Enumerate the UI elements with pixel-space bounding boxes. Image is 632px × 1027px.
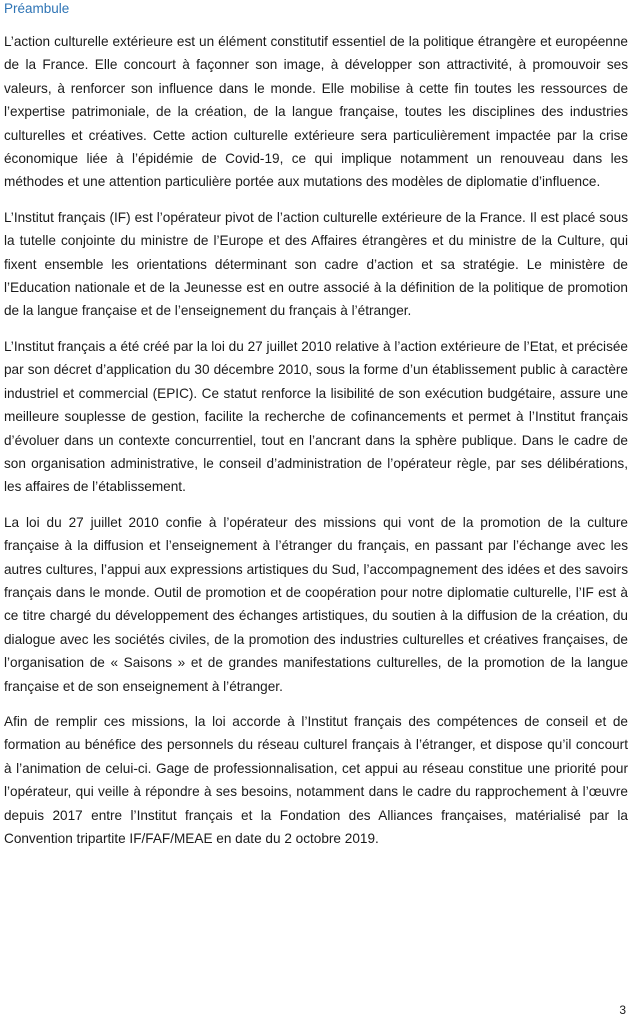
paragraph-4: La loi du 27 juillet 2010 confie à l’opérateur des missions qui vont de la promotion de la culture française à la diffusion et l’enseignement à l’étranger du français, en passant par l’échange avec les autres cultures, l’appui aux expressions artistiques du Sud, l’accompagnement des idées et des savoirs français dans le monde. Outil de promotion et de coopération pour notre diplomatie culturelle, l’IF est à ce titre chargé du développement des échanges artistiques, du soutien à la diffusion de la création, du dialogue avec les sociétés civiles, de la promotion des industries culturelles et créatives françaises, de l’organisation de « Saisons » et de grandes manifestations culturelles, de la promotion de la langue française et de son enseignement à l’étranger. [4, 514, 628, 694]
page-number: 3 [619, 1003, 626, 1017]
paragraph-5: Afin de remplir ces missions, la loi accorde à l’Institut français des compétences de conseil et de formation au bénéfice des personnels du réseau culturel français à l’étranger, et dispose qu’il concourt à l’animation de celui-ci. Gage de professionnalisation, cet appui au réseau constitue une priorité pour l’opérateur, qui veille à répondre à ses besoins, notamment dans le cadre du rapprochement à l’œuvre depuis 2017 entre l’Institut français et la Fondation des Alliances françaises, matérialisé par la Convention tripartite IF/FAF/MEAE en date du 2 octobre 2019. [4, 713, 628, 846]
paragraph-2: L’Institut français (IF) est l’opérateur pivot de l’action culturelle extérieure de la France. Il est placé sous la tutelle conjointe du ministre de l’Europe et des Affaires étrangères et du ministre de la Culture, qui fixent ensemble les orientations déterminant son cadre d’action et sa stratégie. Le ministère de l’Education nationale et de la Jeunesse est en outre associé à la définition de la politique de promotion de la langue française et de l’enseignement du français à l’étranger. [4, 209, 628, 319]
section-title: Préambule [4, 1, 70, 16]
paragraph-1: L’action culturelle extérieure est un élément constitutif essentiel de la politique étrangère et européenne de la France. Elle concourt à façonner son image, à développer son attractivité, à promouvoir ses valeurs, à renforcer son influence dans le monde. Elle mobilise à cette fin toutes les ressources de l’expertise patrimoniale, de la création, de la langue française, toutes les disciplines des industries culturelles et créatives. Cette action culturelle extérieure sera particulièrement impactée par la crise économique liée à l’épidémie de Covid-19, ce qui implique notamment un renouveau dans les méthodes et une attention particulière portée aux mutations des modèles de diplomatie d’influence. [4, 34, 628, 190]
body-text [4, 30, 628, 862]
paragraph-3: L’Institut français a été créé par la loi du 27 juillet 2010 relative à l’action extérieure de l’Etat, et précisée par son décret d’application du 30 décembre 2010, sous la forme d’un établissement public à caractère industriel et commercial (EPIC). Ce statut renforce la lisibilité de son exécution budgétaire, assure une meilleure souplesse de gestion, facilite la recherche de cofinancements et permet à l’Institut français d’évoluer dans un contexte concurrentiel, tout en l’ancrant dans la sphère publique. Dans le cadre de son organisation administrative, le conseil d’administration de l’opérateur règle, par ses délibérations, les affaires de l’établissement. [4, 338, 628, 495]
